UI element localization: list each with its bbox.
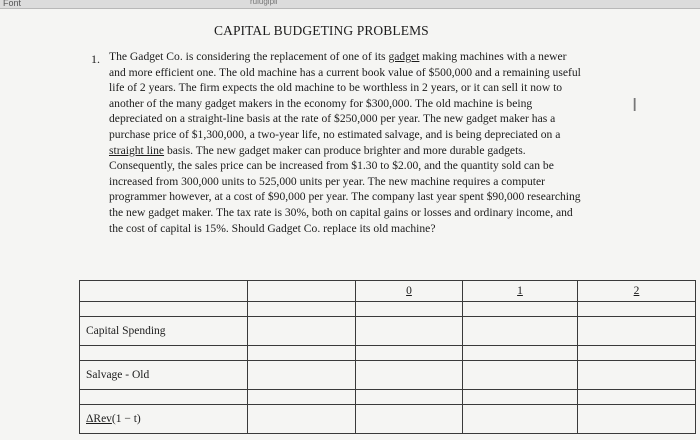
table-cell[interactable]	[463, 390, 578, 405]
table-cell[interactable]	[356, 302, 463, 317]
table-cell[interactable]	[80, 346, 248, 361]
question-number: 1.	[91, 52, 100, 66]
problem-text-gadget: gadget	[388, 50, 420, 63]
table-spacer-row	[80, 346, 696, 361]
table-cell[interactable]	[80, 302, 248, 317]
table-header-cell[interactable]	[248, 281, 356, 302]
ribbon-strip	[0, 0, 700, 9]
table-cell[interactable]	[356, 361, 463, 390]
table-cell[interactable]	[248, 361, 356, 390]
document-page	[0, 9, 700, 440]
cash-flow-table	[79, 280, 696, 434]
ribbon-fragment: rulugipii	[250, 0, 278, 6]
problem-statement	[109, 49, 585, 236]
table-header-row	[80, 281, 696, 302]
problem-text-2: making machines with a newer and more efficient one. The old machine has a current book value of $500,000 and a remaining useful life of 2 years. The firm expects the old machine to be worthless in 2 years, or it can sell it now to another of the many gadget makers in the economy for $300,000. The old machine is being depreciated on a straight-line basis at the rate of $250,000 per year. The new gadget maker has a purchase price of $1,300,000, a two-year life, no estimated salvage, and is being depreciated on a	[109, 50, 581, 141]
table-cell[interactable]	[248, 302, 356, 317]
table-cell[interactable]	[463, 361, 578, 390]
table-cell[interactable]	[578, 390, 696, 405]
table-cell[interactable]	[248, 346, 356, 361]
table-cell[interactable]	[248, 405, 356, 434]
table-spacer-row	[80, 302, 696, 317]
page-title: CAPITAL BUDGETING PROBLEMS	[214, 23, 429, 38]
table-row	[80, 405, 696, 434]
table-cell[interactable]	[578, 302, 696, 317]
table-cell[interactable]	[578, 317, 696, 346]
table-header-year-2[interactable]: 2	[578, 281, 696, 302]
delta-rev-suffix: (1 − t)	[111, 413, 141, 425]
table-cell[interactable]	[356, 346, 463, 361]
table-cell[interactable]	[248, 317, 356, 346]
text-cursor-icon: I	[632, 95, 638, 116]
table-cell[interactable]	[356, 405, 463, 434]
problem-text-1: The Gadget Co. is considering the replacement of one of its	[109, 50, 389, 63]
table-header-year-1[interactable]: 1	[463, 281, 578, 302]
table-cell[interactable]	[248, 390, 356, 405]
table-cell[interactable]	[578, 405, 696, 434]
table-spacer-row	[80, 390, 696, 405]
table-cell[interactable]	[463, 302, 578, 317]
table-cell[interactable]	[463, 346, 578, 361]
table-row	[80, 361, 696, 390]
table-cell[interactable]	[356, 317, 463, 346]
table-cell[interactable]	[463, 405, 578, 434]
font-group-label: Font	[3, 0, 22, 8]
table-cell[interactable]	[80, 390, 248, 405]
row-label-delta-rev[interactable]	[80, 405, 248, 434]
table-cell[interactable]	[356, 390, 463, 405]
table-header-year-0[interactable]: 0	[356, 281, 463, 302]
problem-text-straight-line: straight line	[109, 143, 165, 157]
problem-text-3: basis. The new gadget maker can produce brighter and more durable gadgets. Consequently, the sales price can be increased from $1.30 to $2.00, and the quantity sold can be increased from 300,000 units to 525,000 units per year. The new machine requires a computer programmer however, at a cost of $90,000 per year. The company last year spent $90,000 researching the new gadget maker. The tax rate is 30%, both on capital gains or losses and ordinary income, and the cost of capital is 15%. Should Gadget Co. replace its old machine?	[109, 143, 581, 235]
table-row	[80, 317, 696, 346]
table-cell[interactable]	[463, 317, 578, 346]
table-cell[interactable]	[578, 346, 696, 361]
table-cell[interactable]	[578, 361, 696, 390]
delta-rev-label: ΔRev	[86, 413, 112, 425]
row-label-salvage-old[interactable]: Salvage - Old	[80, 361, 248, 390]
row-label-capital-spending[interactable]: Capital Spending	[80, 317, 248, 346]
table-header-cell[interactable]	[80, 281, 248, 302]
